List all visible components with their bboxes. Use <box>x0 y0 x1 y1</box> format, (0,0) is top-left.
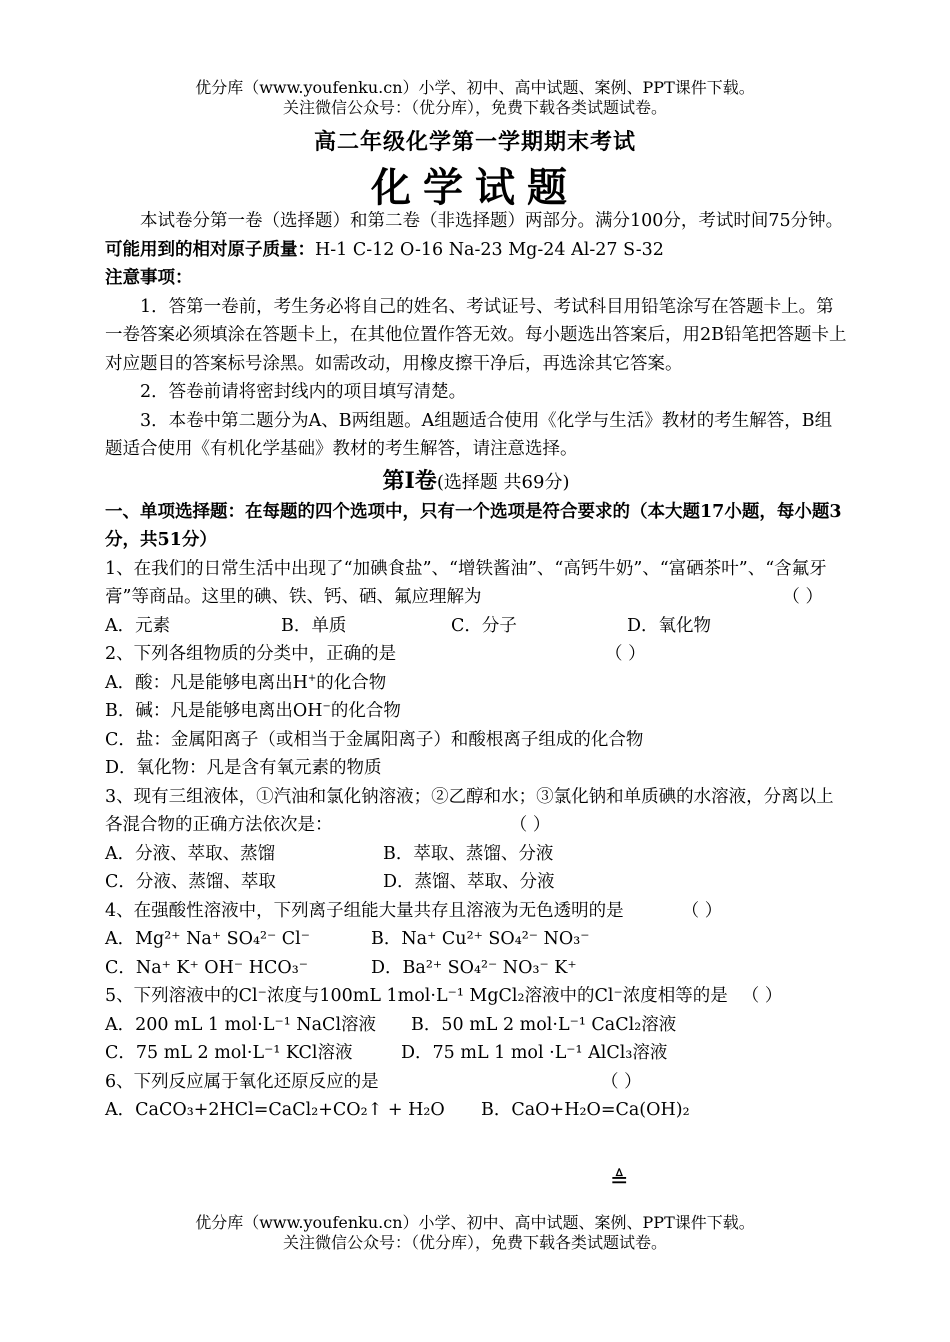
q2-option-b-tail: 的化合物 <box>330 701 401 721</box>
question-1-stem <box>105 555 847 612</box>
section-title: 第Ⅰ卷 <box>382 467 437 494</box>
question-1-answer-paren: （ ） <box>782 587 823 607</box>
question-5-options-cd <box>105 1039 847 1068</box>
question-2-text: 2、下列各组物质的分类中，正确的是 <box>105 644 397 664</box>
question-5-options-ab <box>105 1011 847 1040</box>
notice-label: 注意事项： <box>105 268 193 288</box>
q5-option-c: C．75 mL 2 mol·L⁻¹ KCl溶液 <box>105 1043 353 1063</box>
q3-option-b: B．萃取、蒸馏、分液 <box>383 843 554 864</box>
q4-option-d: D．Ba²⁺ SO₄²⁻ NO₃⁻ K⁺ <box>371 957 577 978</box>
question-6-options-ab <box>105 1096 847 1125</box>
q1-option-b: B．单质 <box>281 615 347 636</box>
notice-2: 2．答卷前请将密封线内的项目填写清楚。 <box>140 382 467 402</box>
question-5-stem <box>105 982 847 1011</box>
q2-option-a <box>105 669 847 698</box>
atomic-mass-line <box>105 236 847 265</box>
q1-option-d: D．氧化物 <box>627 615 712 636</box>
notice-3: 3．本卷中第二题分为A、B两组题。A组题适合使用《化学与生活》教材的考生解答，B组题适合使用《有机化学基础》教材的考生解答，请注意选择。 <box>105 410 833 459</box>
question-4-options-cd <box>105 954 847 983</box>
question-5-answer-paren: （ ） <box>741 986 783 1006</box>
intro-description: 本试卷分第一卷（选择题）和第二卷（非选择题）两部分。满分100分，考试时间75分钟。 <box>140 211 844 231</box>
footer-line-2: 关注微信公众号：（优分库），免费下载各类试题试卷。 <box>282 1233 667 1252</box>
question-4-options-ab <box>105 925 847 954</box>
question-1-text: 1、在我们的日常生活中出现了“加碘食盐”、“增铁酱油”、“高钙牛奶”、“富硒茶叶”、“含氟牙膏”等商品。这里的碘、铁、钙、硒、氟应理解为 <box>105 558 827 607</box>
header-line-1: 优分库（www.youfenku.cn）小学、初中、高中试题、案例、PPT课件下载。 <box>195 78 755 97</box>
question-3-options-ab <box>105 840 847 869</box>
q2-option-a-tail: 的化合物 <box>316 672 387 693</box>
part1-instructions: 一、单项选择题：在每题的四个选项中，只有一个选项是符合要求的（本大题17小题，每小题3分，共51分） <box>105 501 842 550</box>
q3-option-a: A．分液、萃取、蒸馏 <box>105 843 276 864</box>
q6-option-a: A．CaCO₃+2HCl=CaCl₂+CO₂↑ + H₂O <box>105 1100 445 1120</box>
question-3-options-cd <box>105 868 847 897</box>
q2-option-b-text: B．碱：凡是能够电离出OH <box>105 701 323 721</box>
question-1-options <box>105 612 847 641</box>
question-4-stem <box>105 897 847 926</box>
question-5-text: 5、下列溶液中的Cl⁻浓度与100mL 1mol·L⁻¹ MgCl₂溶液中的Cl⁻浓度相等的是 <box>105 986 728 1006</box>
exam-content <box>105 207 847 1125</box>
question-2-answer-paren: （ ） <box>605 644 646 664</box>
q4-option-c: C．Na⁺ K⁺ OH⁻ HCO₃⁻ <box>105 957 308 978</box>
q4-option-b: B．Na⁺ Cu²⁺ SO₄²⁻ NO₃⁻ <box>371 929 590 949</box>
q2-option-a-sup: + <box>307 672 317 684</box>
delta-equals-symbol: ≜ <box>610 1168 629 1193</box>
question-4-text: 4、在强酸性溶液中，下列离子组能大量共存且溶液为无色透明的是 <box>105 900 624 921</box>
question-3-answer-paren: （ ） <box>518 815 551 835</box>
question-3-stem <box>105 783 847 840</box>
subject-title: 化学试题 <box>371 164 579 211</box>
q5-option-b: B．50 mL 2 mol·L⁻¹ CaCl₂溶液 <box>411 1014 677 1035</box>
question-2-stem <box>105 640 847 669</box>
header-line-2: 关注微信公众号：（优分库），免费下载各类试题试卷。 <box>282 98 667 117</box>
q3-option-c: C．分液、蒸馏、萃取 <box>105 872 276 892</box>
question-4-answer-paren: （ ） <box>681 900 723 921</box>
exam-title: 高二年级化学第一学期期末考试 <box>313 129 636 155</box>
q2-option-c: C．盐：金属阳离子（或相当于金属阳离子）和酸根离子组成的化合物 <box>105 729 644 750</box>
question-6-text: 6、下列反应属于氧化还原反应的是 <box>105 1071 379 1092</box>
section-heading <box>105 466 847 498</box>
q2-option-a-text: A．酸：凡是能够电离出H <box>105 672 308 693</box>
atomic-mass-label: 可能用到的相对原子质量： <box>105 239 315 260</box>
question-3-text: 3、现有三组液体，①汽油和氯化钠溶液；②乙醇和水；③氯化钠和单质碘的水溶液，分离以上各混合物的正确方法依次是： <box>105 786 834 835</box>
q3-option-d: D．蒸馏、萃取、分液 <box>383 872 555 892</box>
q5-option-a: A．200 mL 1 mol·L⁻¹ NaCl溶液 <box>105 1014 377 1035</box>
q2-option-b-sup: − <box>322 701 331 713</box>
section-subtitle: (选择题 共69分) <box>436 471 570 493</box>
q2-option-b <box>105 697 847 726</box>
footer-line-1: 优分库（www.youfenku.cn）小学、初中、高中试题、案例、PPT课件下载。 <box>195 1213 755 1232</box>
q2-option-d: D．氧化物：凡是含有氧元素的物质 <box>105 758 382 778</box>
notice-1: 1．答第一卷前，考生务必将自己的姓名、考试证号、考试科目用铅笔涂写在答题卡上。第一卷答案必须填涂在答题卡上，在其他位置作答无效。每小题选出答案后，用2B铅笔把答题卡上对应题目的答案标号涂黑。如需改动，用橡皮擦干净后，再选涂其它答案。 <box>105 296 847 374</box>
q6-option-b: B．CaO+H₂O=Ca(OH)₂ <box>481 1100 690 1120</box>
question-6-stem <box>105 1068 847 1097</box>
q1-option-c: C．分子 <box>451 615 517 636</box>
q1-option-a: A．元素 <box>105 615 171 636</box>
q4-option-a: A．Mg²⁺ Na⁺ SO₄²⁻ Cl⁻ <box>105 929 311 949</box>
atomic-mass-values: H-1 C-12 O-16 Na-23 Mg-24 Al-27 S-32 <box>315 239 664 260</box>
question-6-answer-paren: （ ） <box>601 1071 642 1092</box>
q5-option-d: D．75 mL 1 mol ·L⁻¹ AlCl₃溶液 <box>401 1043 668 1063</box>
